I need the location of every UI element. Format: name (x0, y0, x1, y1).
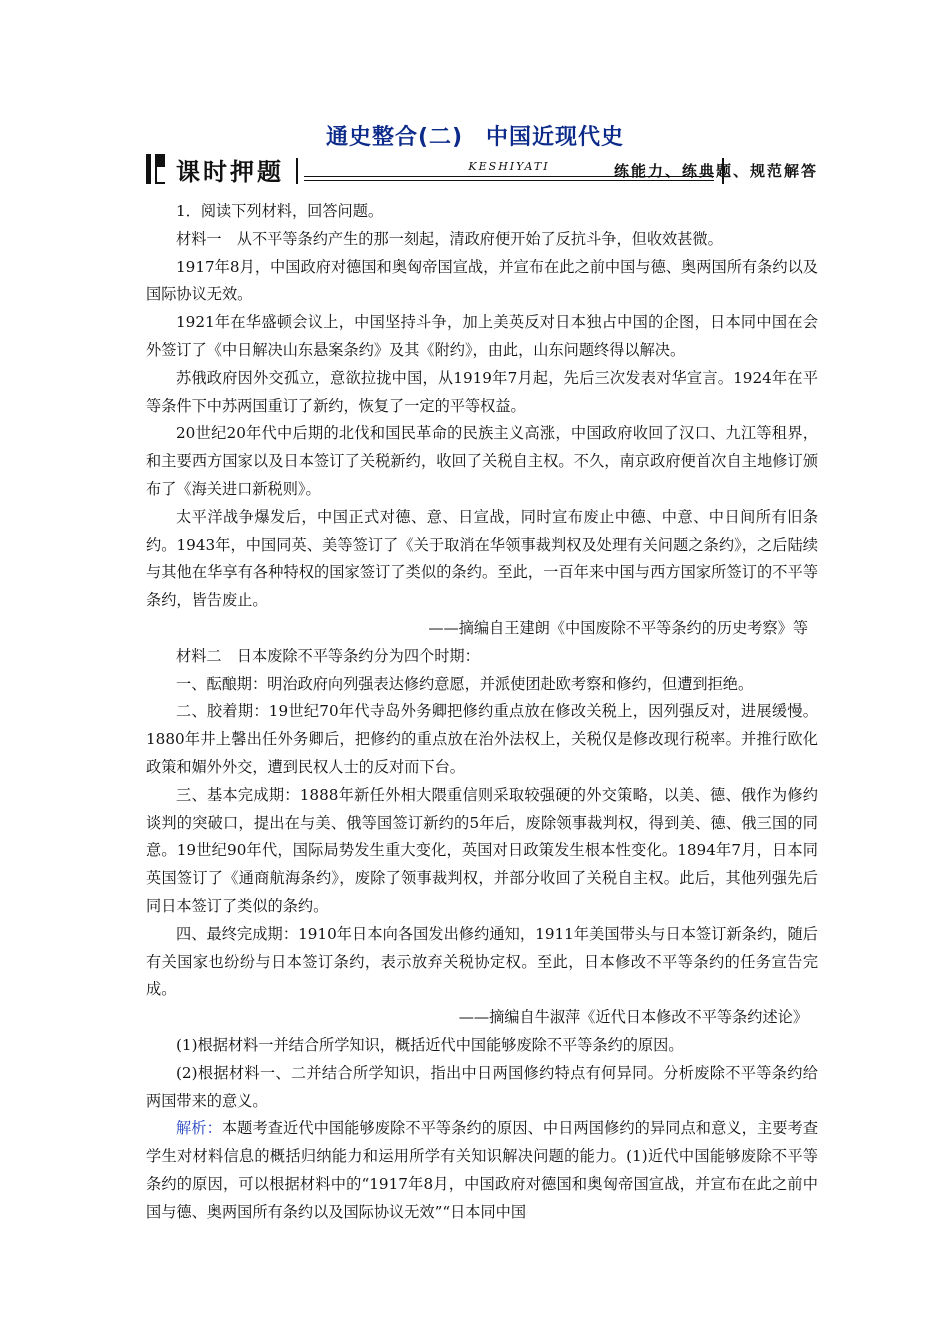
source-citation: ——摘编自王建朗《中国废除不平等条约的历史考察》等 (428, 618, 808, 637)
material-paragraph: 二、胶着期：19世纪70年代寺岛外务卿把修约重点放在修改关税上，因列强反对，进展缓慢。1880年井上馨出任外务卿后，把修约的重点放在治外法权上，关税仅是修改现行税率。并推行欧化政策和媚外外交，遭到民权人士的反对而下台。 (146, 702, 818, 776)
analysis-label: 解析： (176, 1119, 222, 1138)
material-paragraph: 四、最终完成期：1910年日本向各国发出修约通知，1911年美国带头与日本签订新条约，随后有关国家也纷纷与日本签订条约，表示放弃关税协定权。至此，日本修改不平等条约的任务宣告完成。 (146, 924, 818, 999)
banner-pinyin: KESHIYATI (468, 160, 550, 173)
material-paragraph: 一、酝酿期：明治政府向列强表达修约意愿，并派使团赴欧考察和修约，但遭到拒绝。 (176, 674, 754, 693)
banner-label: 课时押题 (176, 158, 284, 186)
material-paragraph: 太平洋战争爆发后，中国正式对德、意、日宣战，同时宣布废止中德、中意、中日间所有旧条约。1943年，中国同英、美等签订了《关于取消在华领事裁判权及处理有关问题之条约》，之后陆续与其他在华享有各种特权的国家签订了类似的条约。至此，一百年来中国与西方国家所签订的不平等条约，皆告废止。 (146, 507, 818, 610)
material-paragraph: 1917年8月，中国政府对德国和奥匈帝国宣战，并宣布在此之前中国与德、奥两国所有条约以及国际协议无效。 (146, 257, 818, 304)
banner-slogan: 练能力、练典题、规范解答 (613, 162, 818, 180)
question-stem: 1．阅读下列材料，回答问题。 (176, 202, 384, 220)
material-paragraph: 材料二 日本废除不平等条约分为四个时期： (176, 646, 480, 665)
analysis-text: 本题考查近代中国能够废除不平等条约的原因、中日两国修约的异同点和意义，主要考查学生对材料信息的概括归纳能力和运用所学有关知识解决问题的能力。(1)近代中国能够废除不平等条约的原因，可以根据材料中的“1917年8月，中国政府对德国和奥匈帝国宣战，并宣布在此之前中国与德、奥两国所有条约以及国际协议无效”“日本同中国 (146, 1119, 819, 1221)
page-title: 通史整合(二) 中国近现代史 (325, 125, 625, 150)
sub-question: (1)根据材料一并结合所学知识，概括近代中国能够废除不平等条约的原因。 (176, 1035, 684, 1054)
sub-question: (2)根据材料一、二并结合所学知识，指出中日两国修约特点有何异同。分析废除不平等条约给两国带来的意义。 (146, 1063, 818, 1110)
material-paragraph: 1921年在华盛顿会议上，中国坚持斗争，加上美英反对日本独占中国的企图，日本同中国在会外签订了《中日解决山东悬案条约》及其《附约》，由此，山东问题终得以解决。 (146, 313, 818, 359)
document-body (146, 198, 818, 1226)
source-citation: ——摘编自牛淑萍《近代日本修改不平等条约述论》 (458, 1008, 808, 1027)
banner-mark-icon (146, 154, 170, 184)
material-paragraph: 苏俄政府因外交孤立，意欲拉拢中国，从1919年7月起，先后三次发表对华宣言。1924年在平等条件下中苏两国重订了新约，恢复了一定的平等权益。 (146, 368, 818, 415)
analysis-paragraph (146, 1115, 818, 1226)
section-banner (146, 152, 818, 188)
material-paragraph: 三、基本完成期：1888年新任外相大隈重信则采取较强硬的外交策略，以美、德、俄作为修约谈判的突破口，提出在与美、俄等国签订新约的5年后，废除领事裁判权，得到美、德、俄三国的同意。19世纪90年代，国际局势发生重大变化，英国对日政策发生根本性变化。1894年7月，日本同英国签订了《通商航海条约》，废除了领事裁判权，并部分收回了关税自主权。此后，其他列强先后同日本签订了类似的条约。 (146, 785, 818, 915)
material-paragraph: 20世纪20年代中后期的北伐和国民革命的民族主义高涨，中国政府收回了汉口、九江等租界，和主要西方国家以及日本签订了关税新约，收回了关税自主权。不久，南京政府便首次自主地修订颁布了《海关进口新税则》。 (146, 424, 818, 498)
material-paragraph: 材料一 从不平等条约产生的那一刻起，清政府便开始了反抗斗争，但收效甚微。 (176, 229, 723, 248)
